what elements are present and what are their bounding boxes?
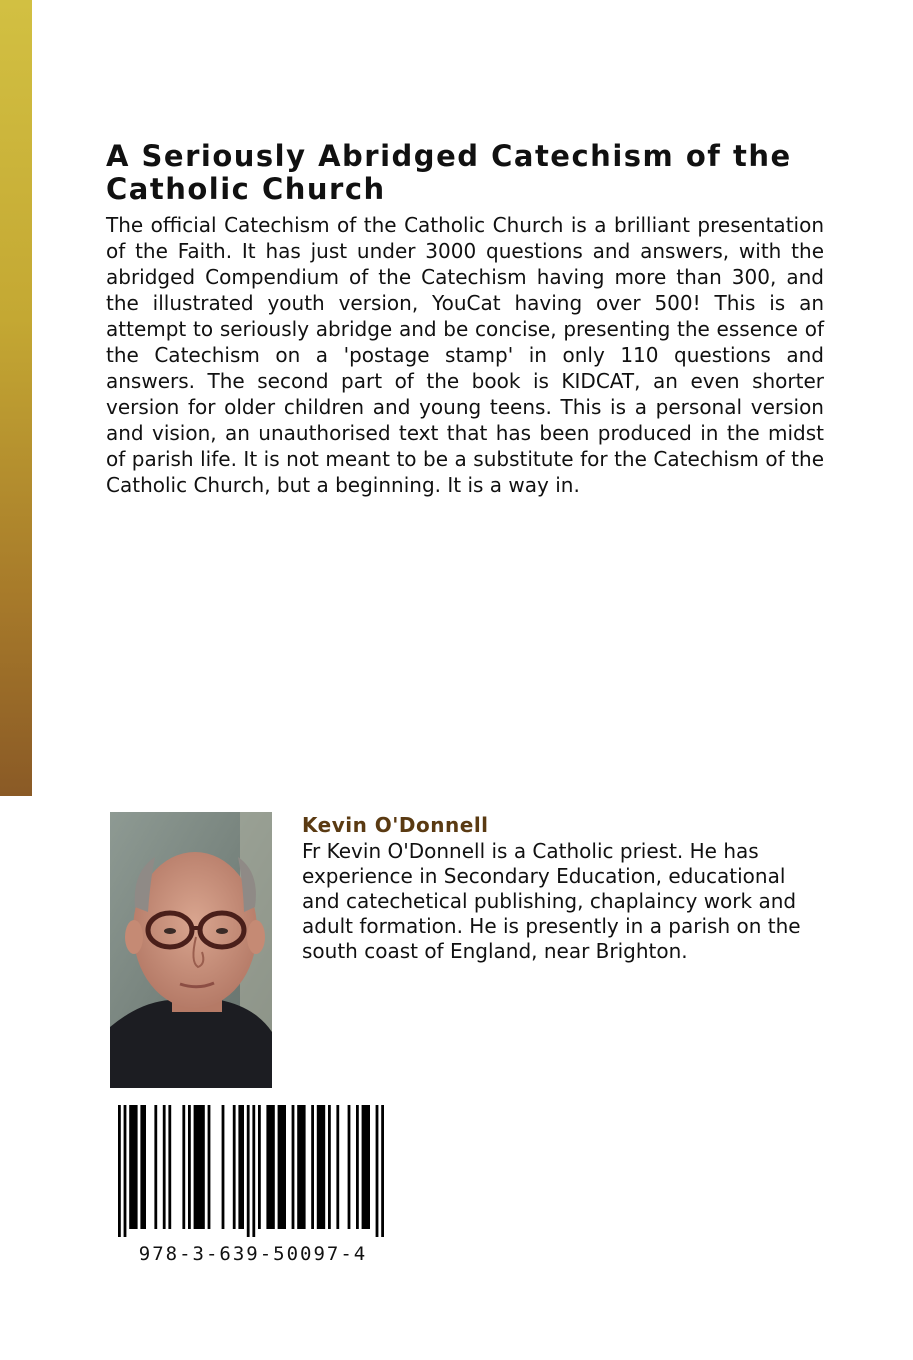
barcode-bar-12 [233,1105,236,1229]
barcode-bar-20 [297,1105,305,1229]
barcode-bar-0 [118,1105,121,1237]
book-description: The official Catechism of the Catholic Church is a brilliant presentation of the Faith. It has just under 3000 questions and answers, with the abridged Compendium of the Catechism having more than 300, and the illustrated youth version, YouCat having over 500! This is an attempt to seriously abridge and be concise, presenting the essence of the Catechism on a 'postage stamp' in only 110 questions and answers. The second part of the book is KIDCAT, an even shorter version for older children and young teens. This is a personal version and vision, an unauthorised text that has been produced in the midst of parish life. It is not meant to be a substitute for the Catechism of the Catholic Church, but a beginning. It is a way in. [106,213,824,497]
barcode-bar-13 [238,1105,244,1229]
barcode-bar-19 [292,1105,295,1229]
barcode-bar-29 [381,1105,384,1237]
barcode-bar-16 [258,1105,261,1229]
barcode-bar-21 [311,1105,314,1229]
barcode-bars [118,1105,384,1237]
barcode-bar-28 [376,1105,379,1237]
barcode-bar-11 [222,1105,225,1229]
isbn-number: 978-3-639-50097-4 [138,1243,368,1265]
barcode-bar-23 [328,1105,331,1229]
barcode-bar-7 [182,1105,185,1229]
barcode-bar-4 [154,1105,157,1229]
author-photo [110,812,272,1088]
barcode-bar-26 [356,1105,359,1229]
barcode-bar-22 [317,1105,325,1229]
author-name: Kevin O'Donnell [302,813,489,837]
isbn-barcode [110,1093,396,1283]
barcode-bar-25 [348,1105,351,1229]
barcode-bar-8 [188,1105,191,1229]
barcode-bar-2 [129,1105,137,1229]
barcode-bar-1 [124,1105,127,1237]
barcode-bar-18 [278,1105,286,1229]
barcode-bar-27 [362,1105,370,1229]
barcode-bar-24 [336,1105,339,1229]
barcode-bar-9 [194,1105,205,1229]
barcode-bar-3 [140,1105,146,1229]
barcode-bar-6 [168,1105,171,1229]
barcode-bar-5 [163,1105,166,1229]
barcode-bar-14 [247,1105,250,1237]
barcode-bar-17 [266,1105,274,1229]
cover-accent-bar [0,0,32,796]
book-title: A Seriously Abridged Catechism of the Catholic Church [106,139,792,206]
barcode-bar-15 [252,1105,255,1237]
barcode-bar-10 [208,1105,211,1229]
author-bio: Fr Kevin O'Donnell is a Catholic priest. He has experience in Secondary Education, educational and catechetical publishing, chaplaincy work and adult formation. He is presently in a parish on the south coast of England, near Brighton. [302,839,801,963]
